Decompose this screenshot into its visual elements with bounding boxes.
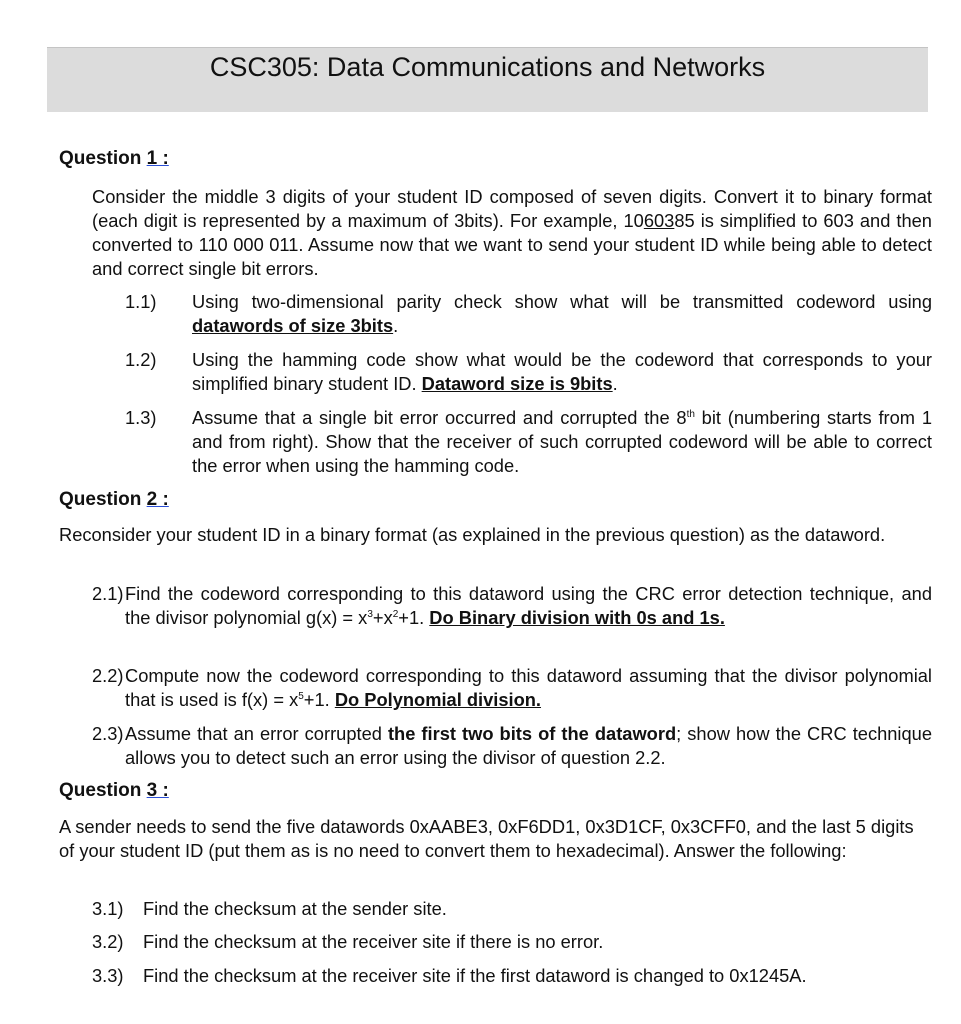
- item-3-2-number: 3.2): [92, 931, 124, 952]
- question-2-heading: Question 2 :: [59, 489, 169, 510]
- item-1-3-text: Assume that a single bit error occurred and corrupted the 8th bit (numbering starts from 1 and from right). Show that the receiver of such corrupted codeword will be able to correct the error when using the hamming code.: [192, 407, 932, 476]
- item-3-1-text: Find the checksum at the sender site.: [143, 898, 447, 919]
- item-1-2-text: Using the hamming code show what would be the codeword that corresponds to your simplified binary student ID. Dataword size is 9bits.: [192, 349, 932, 394]
- item-2-1-text: Find the codeword corresponding to this dataword using the CRC error detection technique, and the divisor polynomial $g(x) = x^3+x^2+1$. Do Binary division with 0s and 1s.: [125, 583, 932, 628]
- item-1-1-number: 1.1): [125, 291, 157, 312]
- question-1-intro: Consider the middle 3 digits of your student ID composed of seven digits. Convert it to binary format (each digit is represented by a maximum of 3bits). For example, 1060385 is simplified to 603 and then converted to 110 000 011. Assume now that we want to send your student ID while being able to detect and correct single bit errors.: [92, 186, 932, 279]
- item-1-1-text: Using two-dimensional parity check show what will be transmitted codeword using datawords of size 3bits.: [192, 291, 932, 336]
- title-banner: [47, 47, 928, 112]
- item-2-3-text: Assume that an error corrupted the first two bits of the dataword; show how the CRC technique allows you to detect such an error using the divisor of question 2.2.: [125, 723, 932, 768]
- question-3-intro: A sender needs to send the five datawords 0xAABE3, 0xF6DD1, 0x3D1CF, 0x3CFF0, and the last 5 digits of your student ID (put them as is no need to convert them to hexadecimal). Answer the following:: [59, 816, 914, 861]
- question-1-heading: Question 1 :: [59, 148, 169, 169]
- item-3-3-text: Find the checksum at the receiver site if the first dataword is changed to 0x1245A.: [143, 965, 807, 986]
- question-3-heading: Question 3 :: [59, 780, 169, 801]
- item-3-3-number: 3.3): [92, 965, 124, 986]
- item-2-1-number: 2.1): [92, 583, 124, 604]
- item-2-2-text: Compute now the codeword corresponding to this dataword assuming that the divisor polynomial that is used is $f(x) = x^5+1$. Do Polynomial division.: [125, 665, 932, 710]
- item-2-2-number: 2.2): [92, 665, 124, 686]
- page-title: CSC305: Data Communications and Networks: [209, 52, 766, 82]
- item-1-3-number: 1.3): [125, 407, 157, 428]
- item-3-1-number: 3.1): [92, 898, 124, 919]
- item-2-3-number: 2.3): [92, 723, 124, 744]
- question-2-intro: Reconsider your student ID in a binary format (as explained in the previous question) as the dataword.: [59, 524, 886, 545]
- item-1-2-number: 1.2): [125, 349, 157, 370]
- item-3-2-text: Find the checksum at the receiver site if there is no error.: [143, 931, 604, 952]
